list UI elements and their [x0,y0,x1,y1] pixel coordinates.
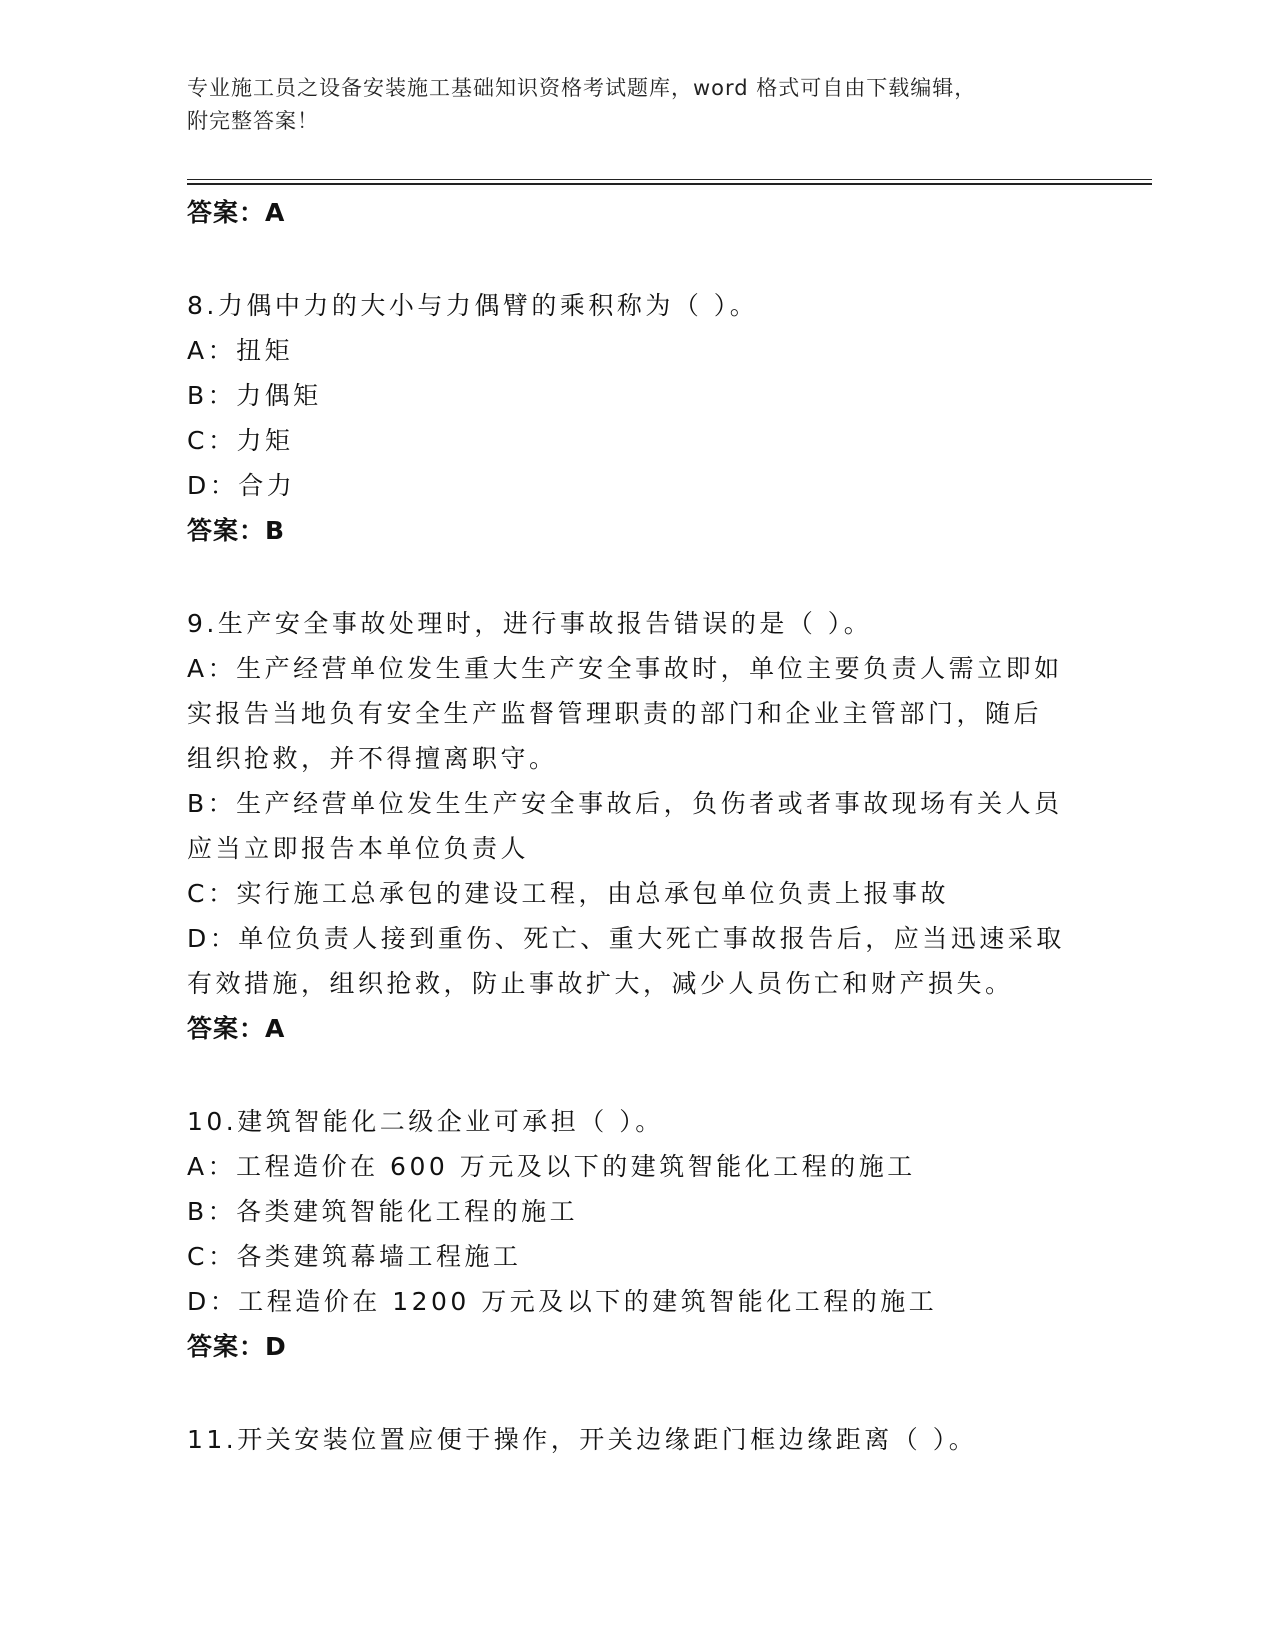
option-line: B：生产经营单位发生生产安全事故后，负伤者或者事故现场有关人员 [187,789,1063,818]
option-line: D：工程造价在 1200 万元及以下的建筑智能化工程的施工 [187,1287,938,1316]
option-line: C：各类建筑幕墙工程施工 [187,1242,522,1271]
option-line: C：实行施工总承包的建设工程，由总承包单位负责上报事故 [187,879,949,908]
question-stem: 9.生产安全事故处理时，进行事故报告错误的是（ ）。 [187,609,873,638]
option-line: A：扭矩 [187,336,294,365]
page-header [187,72,1087,138]
header-divider-thin [187,179,1152,180]
spacer [187,1051,1087,1099]
option-line: D：合力 [187,471,296,500]
option-line: 应当立即报告本单位负责人 [187,834,530,863]
question-stem: 10.建筑智能化二级企业可承担（ ）。 [187,1107,664,1136]
question-list [187,190,1087,1462]
spacer [187,553,1087,601]
option-line: 实报告当地负有安全生产监督管理职责的部门和企业主管部门，随后 [187,699,1043,728]
option-line: C：力矩 [187,426,294,455]
header-divider-thick [187,183,1152,185]
header-line-1: 专业施工员之设备安装施工基础知识资格考试题库，word 格式可自由下载编辑， [187,76,977,100]
question-stem: 11.开关安装位置应便于操作，开关边缘距门框边缘距离（ ）。 [187,1425,978,1454]
answer-line: 答案：A [187,198,286,227]
header-line-2: 附完整答案！ [187,109,319,133]
question-stem: 8.力偶中力的大小与力偶臂的乘积称为（ ）。 [187,291,759,320]
spacer [187,235,1087,283]
option-line: A：工程造价在 600 万元及以下的建筑智能化工程的施工 [187,1152,916,1181]
answer-line: 答案：D [187,1332,287,1361]
option-line: A：生产经营单位发生重大生产安全事故时，单位主要负责人需立即如 [187,654,1063,683]
option-line: D：单位负责人接到重伤、死亡、重大死亡事故报告后，应当迅速采取 [187,924,1065,953]
option-line: B：力偶矩 [187,381,322,410]
option-line: 组织抢救，并不得擅离职守。 [187,744,558,773]
spacer [187,1369,1087,1417]
answer-line: 答案：A [187,1014,286,1043]
option-line: 有效措施，组织抢救，防止事故扩大，减少人员伤亡和财产损失。 [187,969,1014,998]
option-line: B：各类建筑智能化工程的施工 [187,1197,579,1226]
answer-line: 答案：B [187,516,286,545]
